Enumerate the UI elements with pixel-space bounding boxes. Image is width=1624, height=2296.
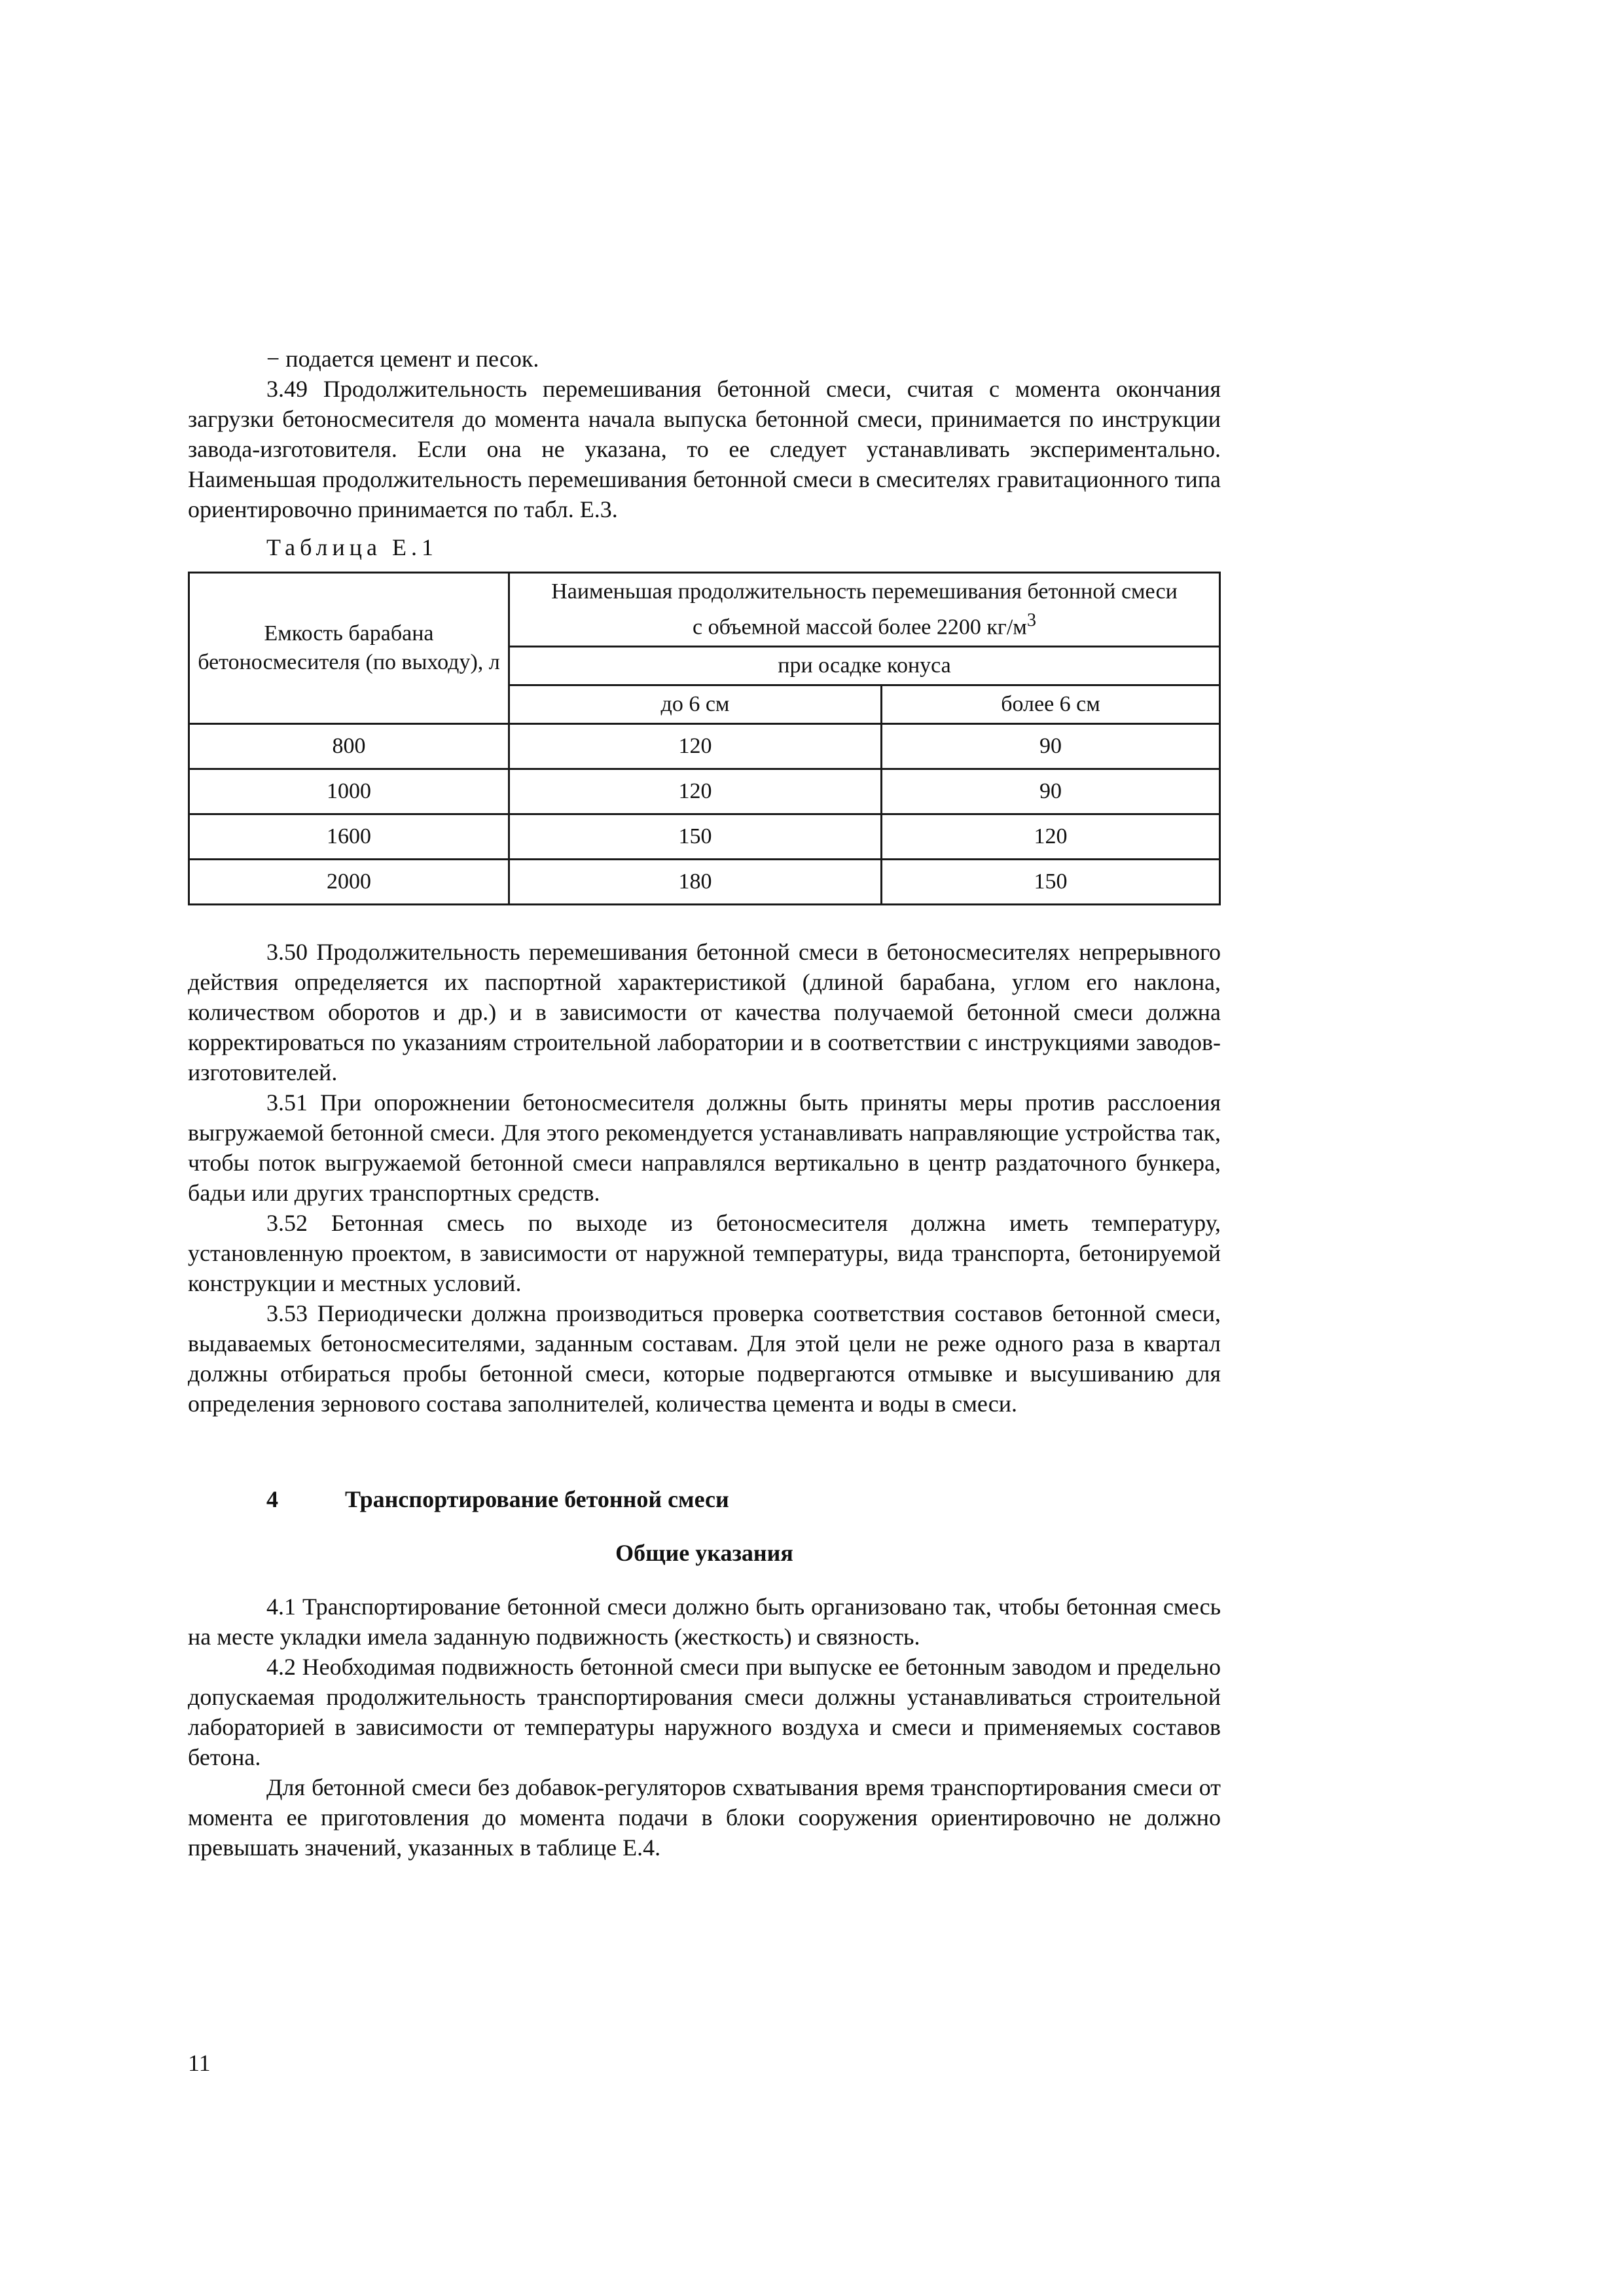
mixing-duration-table — [188, 572, 1221, 905]
table-header-slump: при осадке конуса — [509, 647, 1220, 685]
table-header-capacity-text: Емкость барабана бетоносмесителя (по выходу), л — [198, 621, 500, 675]
table-cell-capacity: 1600 — [189, 814, 509, 860]
table-header-capacity — [189, 573, 509, 724]
table-header-over-6cm: более 6 см — [882, 685, 1220, 724]
paragraph-3-52: 3.52 Бетонная смесь по выходе из бетоносмесителя должна иметь температуру, установленную проектом, в зависимости от наружной температуры, вида транспорта, бетонируемой конструкции и местных условий. — [188, 1210, 1221, 1297]
section-subtitle: Общие указания — [615, 1540, 793, 1567]
table-cell-over-6: 120 — [882, 814, 1220, 860]
section-heading — [188, 1484, 1221, 1514]
paragraph-4-2-continued: Для бетонной смеси без добавок-регуляторов схватывания время транспортирования смеси от момента ее приготовления до момента подачи в блоки сооружения ориентировочно не должно превышать значений, указанных в таблице Е.4. — [188, 1774, 1221, 1861]
paragraph-3-50: 3.50 Продолжительность перемешивания бетонной смеси в бетоносмесителях непрерывного действия определяется их паспортной характеристикой (длиной барабана, углом его наклона, количеством оборотов и др.) и в зависимости от качества получаемой бетонной смеси должна корректироваться по указаниям строительной лаборатории и в соответствии с инструкциями заводов-изготовителей. — [188, 939, 1221, 1086]
page-number: 11 — [188, 2050, 211, 2076]
table-cell-up-to-6: 120 — [509, 769, 882, 814]
paragraph-4-2: 4.2 Необходимая подвижность бетонной смеси при выпуске ее бетонным заводом и предельно допускаемая продолжительность транспортирования смеси должны устанавливаться строительной лабораторией в зависимости от температуры наружного воздуха и смеси и применяемых составов бетона. — [188, 1654, 1221, 1771]
paragraph-3-51: 3.51 При опорожнении бетоносмесителя должны быть приняты меры против расслоения выгружаемой бетонной смеси. Для этого рекомендуется устанавливать направляющие устройства так, чтобы поток выгружаемой бетонной смеси направлялся вертикально в центр раздаточного бункера, бадьи или других транспортных средств. — [188, 1089, 1221, 1207]
table-header-group-line2: с объемной массой более 2200 кг/м — [693, 615, 1027, 640]
table-cell-up-to-6: 150 — [509, 814, 882, 860]
table-row — [189, 769, 1220, 814]
table-cell-over-6: 90 — [882, 769, 1220, 814]
section-title: Транспортирование бетонной смеси — [345, 1486, 729, 1513]
table-row — [189, 860, 1220, 905]
paragraph-3-49: 3.49 Продолжительность перемешивания бетонной смеси, считая с момента окончания загрузки бетоносмесителя до момента начала выпуска бетонной смеси, принимается по инструкции завода-изготовителя. Если она не указана, то ее следует устанавливать экспериментально. Наименьшая продолжительность перемешивания бетонной смеси в смесителях гравитационного типа ориентировочно принимается по табл. Е.3. — [188, 376, 1221, 522]
table-caption: Таблица Е.1 — [266, 534, 438, 560]
table-header-group-line1: Наименьшая продолжительность перемешивания бетонной смеси — [551, 579, 1178, 604]
table-header-group-sup: 3 — [1026, 610, 1036, 630]
table-cell-capacity: 2000 — [189, 860, 509, 905]
page-content — [188, 344, 1221, 1863]
table-row — [189, 814, 1220, 860]
table-cell-up-to-6: 180 — [509, 860, 882, 905]
table-cell-capacity: 1000 — [189, 769, 509, 814]
paragraph-3-53: 3.53 Периодически должна производиться проверка соответствия составов бетонной смеси, выдаваемых бетоносмесителями, заданным составам. Для этой цели не реже одного раза в квартал должны отбираться пробы бетонной смеси, которые подвергаются отмывке и высушиванию для определения зернового состава заполнителей, количества цемента и воды в смеси. — [188, 1300, 1221, 1417]
table-row — [189, 724, 1220, 769]
table-cell-up-to-6: 120 — [509, 724, 882, 769]
table-header-up-to-6cm: до 6 см — [509, 685, 882, 724]
paragraph-4-1: 4.1 Транспортирование бетонной смеси должно быть организовано так, чтобы бетонная смесь на месте укладки имела заданную подвижность (жесткость) и связность. — [188, 1594, 1221, 1650]
section-number: 4 — [266, 1486, 278, 1513]
table-cell-over-6: 90 — [882, 724, 1220, 769]
table-cell-over-6: 150 — [882, 860, 1220, 905]
table-cell-capacity: 800 — [189, 724, 509, 769]
table-header-group — [509, 573, 1220, 647]
list-item-dash: − подается цемент и песок. — [266, 346, 539, 372]
